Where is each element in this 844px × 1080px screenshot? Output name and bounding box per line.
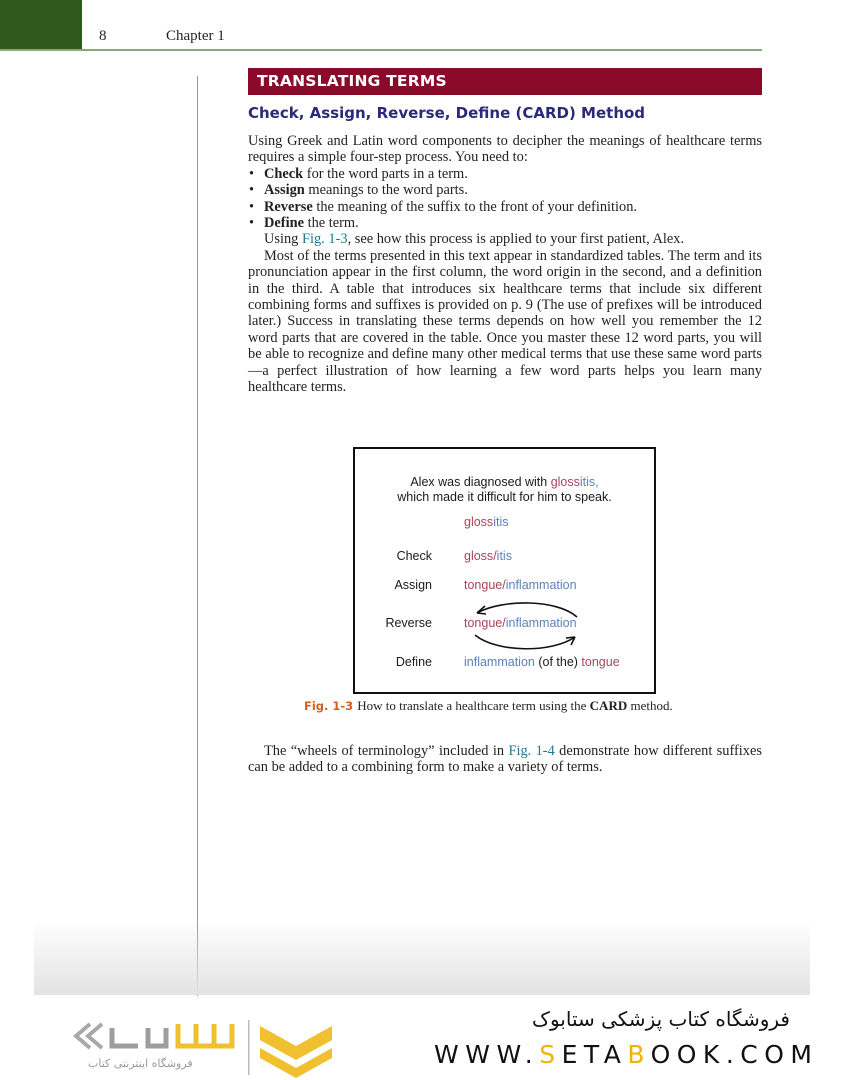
intro-paragraph: Using Greek and Latin word components to decipher the meanings of healthcare terms requires a simple four-step process. You need to: <box>248 133 762 166</box>
logo-subtitle: فروشگاه اینترنتی کتاب <box>88 1057 193 1070</box>
body-text <box>248 133 762 396</box>
header-rule <box>0 49 762 51</box>
wheels-paragraph: The “wheels of terminology” included in Fig. 1-4 demonstrate how different suffixes can be added to a combining form to make a variety of terms. <box>248 743 762 776</box>
list-item: • Assign meanings to the word parts. <box>248 182 762 198</box>
wheels-paragraph-block <box>248 743 762 776</box>
figure-term: glossitis <box>464 515 509 529</box>
fig-1-4-link[interactable]: Fig. 1-4 <box>508 743 555 759</box>
tables-paragraph: Most of the terms presented in this text appear in standardized tables. The term and its pronunciation appear in the first column, the word origin in the second, and a definition in the third. A table that introduces six healthcare terms that include six different combining forms and suffixes is provided on p. 9 (The use of prefixes will be introduced later.) Success in translating these terms depends on how well you remember the 12 word parts that are covered in the table. Once you master these 12 word parts, you will be able to recognize and define many other medical terms that use these same word parts—a perfect illustration of how learning a few word parts helps you learn many healthcare terms. <box>248 247 762 396</box>
figure-row-define: Define inflammation (of the) tongue <box>395 655 620 669</box>
figure-row-check: Check gloss/itis <box>396 549 512 563</box>
list-item: • Define the term. <box>248 215 762 231</box>
page-number: 8 <box>99 28 107 44</box>
subheading: Check, Assign, Reverse, Define (CARD) Method <box>248 104 646 122</box>
figure-label: Fig. 1-3 <box>304 699 354 713</box>
reverse-arrow-bottom-icon <box>467 631 587 653</box>
margin-rule <box>197 76 198 996</box>
list-item: • Reverse the meaning of the suffix to the front of your definition. <box>248 199 762 215</box>
store-url[interactable]: WWW.SETABOOK.COM <box>434 1040 819 1069</box>
card-steps-list <box>248 166 762 232</box>
list-item: • Check for the word parts in a term. <box>248 166 762 182</box>
store-name: فروشگاه کتاب پزشکی ستابوک <box>532 1007 790 1031</box>
figure-caption: Fig. 1-3 How to translate a healthcare term using the CARD method. <box>304 698 673 713</box>
fig-1-3-link[interactable]: Fig. 1-3 <box>301 231 348 248</box>
figure-row-reverse: Reverse tongue/inflammation <box>385 616 577 630</box>
page-bottom-fade <box>34 920 810 995</box>
figure-intro: Alex was diagnosed with glossitis, which made it difficult for him to speak. <box>397 475 612 504</box>
figure-row-assign: Assign tongue/inflammation <box>394 578 577 592</box>
header-color-block <box>0 0 82 50</box>
using-paragraph: Using Fig. 1-3, see how this process is applied to your first patient, Alex. <box>264 231 685 248</box>
chapter-title: Chapter 1 <box>166 28 225 44</box>
section-title-bar <box>248 68 762 95</box>
section-title: TRANSLATING TERMS <box>257 72 447 90</box>
card-figure <box>353 447 656 694</box>
